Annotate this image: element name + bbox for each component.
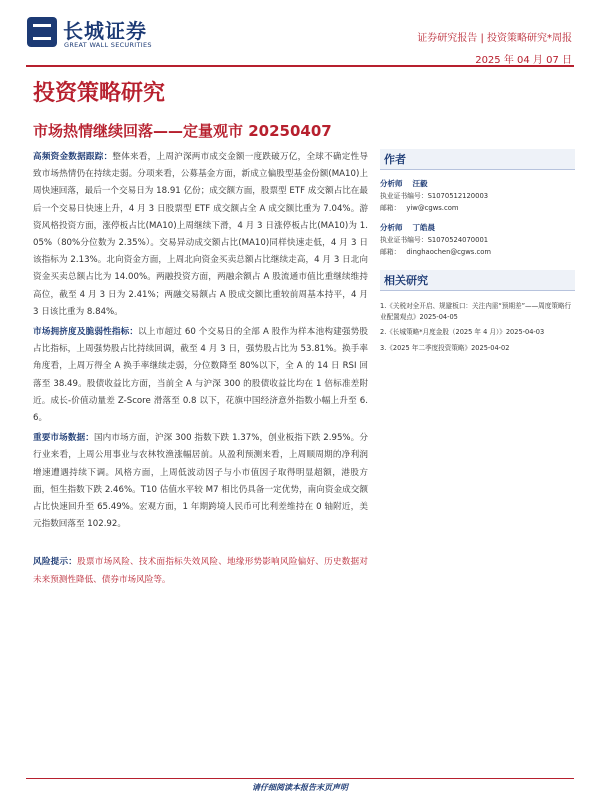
analyst-name: 丁皓晨: [412, 223, 435, 232]
email-label: 邮箱：: [380, 204, 401, 212]
related-research-item[interactable]: 3.《2025 年二季度投资策略》2025-04-02: [380, 343, 510, 352]
analyst-card: [380, 178, 575, 214]
analyst-email[interactable]: dinghaochen@cgws.com: [406, 248, 492, 256]
paragraph-label: 市场拥挤度及脆弱性指标：: [33, 327, 139, 338]
report-meta: [417, 29, 572, 66]
analyst-cert: S1070512120003: [427, 192, 489, 200]
related-research-item[interactable]: 1.《关税对全开启、规避板口：关注内需“预期差”——周度策略行业配置观点》2025-04-05: [380, 302, 572, 322]
section-title: 投资策略研究: [33, 80, 166, 106]
paragraph-label: 重要市场数据：: [33, 433, 94, 444]
summary-body: [33, 149, 368, 589]
authors-heading: 作者: [380, 149, 575, 170]
header-divider: [26, 65, 574, 67]
sidebar: [380, 149, 575, 358]
paragraph-fund-flow: [33, 149, 368, 321]
report-type: 证券研究报告 | 投资策略研究*周报: [417, 33, 572, 44]
analyst-role: 分析师: [380, 223, 403, 232]
footer-divider: [26, 778, 574, 779]
paragraph-text: 国内市场方面，沪深 300 指数下跌 1.37%，创业板指下跌 2.95%。分行业来看，上周公用事业与农林牧渔涨幅居前。从盈利预测来看，上周顺周期的净利润增速遭遇持续下调。风格方面，上周低波动因子与小市值因子取得明显超额，港股方面，恒生指数下跌 2.46%。T10 估值水平较 M7 相比仍具备一定优势，南向资金成交额占比快速回升至 65.49%。宏观方面，1 年期跨境人民币可比利差维持在 0 轴附近，美元指数回落至 102.92。: [33, 433, 368, 530]
brand-name-cn: 长城证券: [63, 19, 147, 43]
analyst-role: 分析师: [380, 179, 403, 188]
analyst-card: [380, 222, 575, 258]
brand-name-en: GREAT WALL SECURITIES: [64, 41, 152, 49]
risk-text: 股票市场风险、技术面指标失效风险、地缘形势影响风险偏好、历史数据对未来预测性降低、债券市场风险等。: [33, 557, 368, 585]
cert-label: 执业证书编号：: [380, 236, 428, 244]
cert-label: 执业证书编号：: [380, 192, 428, 200]
paragraph-text: 以上市超过 60 个交易日的全部 A 股作为样本池构建强势股占比指标，上周强势股占比持续回调，截至 4 月 3 日，强势股占比为 53.81%。换手率角度看，上周万得全 A 换手率继续走弱，分位数降至 80%以下，全 A 的 14 日 RSI 回落至 38.49。股债收益比方面，当前全 A 与沪深 300 的股债收益比均在 1 倍标准差附近。成长-价值动量差 Z-Score 滑落至 0.8 以下，花旗中国经济意外指数小幅上升至 6.6。: [33, 327, 368, 424]
email-label: 邮箱：: [380, 248, 401, 256]
related-research-item[interactable]: 2.《长城策略*月度金股（2025 年 4 月）》2025-04-03: [380, 328, 545, 337]
paragraph-crowding: [33, 324, 368, 427]
logo-mark: [27, 17, 57, 47]
risk-warning: [33, 554, 368, 589]
analyst-cert: S1070524070001: [427, 236, 489, 244]
paragraph-label: 高频资金数据跟踪：: [33, 152, 113, 162]
report-date: 2025 年 04 月 07 日: [475, 55, 572, 66]
report-title: 市场热情继续回落——定量观市 20250407: [33, 122, 332, 140]
risk-label: 风险提示：: [33, 557, 78, 568]
footer-disclaimer: 请仔细阅读本报告末页声明: [252, 783, 348, 792]
analyst-name: 汪毅: [412, 179, 428, 188]
analyst-email[interactable]: yiw@cgws.com: [406, 204, 459, 212]
paragraph-text: 整体来看，上周沪深两市成交金额一度跌破万亿，全球不确定性导致市场热情仍在持续走弱。分项来看，公募基金方面，新成立偏股型基金份额(MA10)上周快速回落，最后一个交易日为 18.91 亿份；成交额方面，股票型 ETF 成交额占比在最后一个交易日快速上升，4 月 3 日股票型 ETF 成交额占全 A 成交额比重为 7.04%。游资风格投资方面，涨停板占比(MA10)上周继续下滑，4 月 3 日涨停板占比(MA10)为 1.05%（80%分位数为 2.35%）。交易异动成交额占比(MA10)同样快速走低，4 月 3 日该指标为 2.13%。北向资金方面，上周北向资金买卖总额占比继续走高，4 月 3 日北向资金买卖总额占比为 14.00%。两融投资方面，两融余额占 A 股流通市值比重继续维持高位，截至 4 月 3 日为 2.41%；两融交易额占 A 股成交额比重较前周基本持平，4 月 3 日该比重为 8.84%。: [33, 152, 368, 317]
related-research-list: [380, 301, 575, 354]
company-logo: [27, 15, 167, 51]
related-research-heading: 相关研究: [380, 270, 575, 291]
paragraph-market-data: [33, 430, 368, 533]
